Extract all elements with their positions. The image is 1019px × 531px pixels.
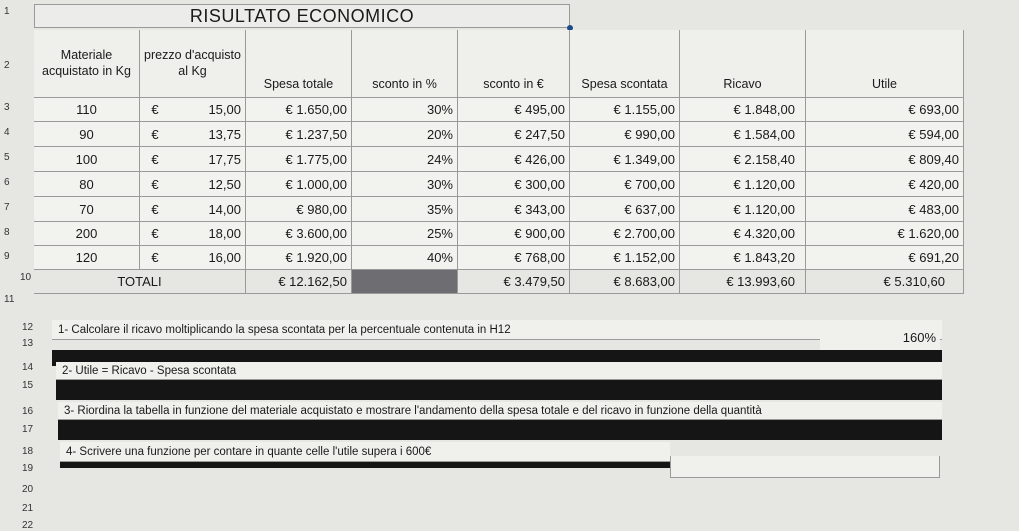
instruction-3[interactable]: 3- Riordina la tabella in funzione del materiale acquistato e mostrare l'andamento della spesa totale e del ricavo in funzione della quantità xyxy=(58,402,942,420)
header-sconto-pct[interactable]: sconto in % xyxy=(352,30,458,98)
cell-scontata[interactable]: € 1.152,00 xyxy=(570,246,680,270)
cell-prezzo[interactable]: 12,50 xyxy=(170,172,246,197)
answer-cell[interactable] xyxy=(670,456,940,478)
cell-sconto[interactable]: € 426,00 xyxy=(458,147,570,172)
cell-utile[interactable]: € 691,20 xyxy=(806,246,964,270)
cell-cur[interactable]: € xyxy=(140,172,170,197)
cell-pct[interactable]: 25% xyxy=(352,222,458,246)
cell-kg[interactable]: 90 xyxy=(34,122,140,147)
cell-sconto[interactable]: € 768,00 xyxy=(458,246,570,270)
header-materiale[interactable]: Materiale acquistato in Kg xyxy=(34,30,140,98)
cell-ricavo[interactable]: € 1.843,20 xyxy=(680,246,806,270)
cell-sconto[interactable]: € 343,00 xyxy=(458,197,570,222)
cell-pct[interactable]: 40% xyxy=(352,246,458,270)
cell-ricavo[interactable]: € 1.120,00 xyxy=(680,172,806,197)
cell-spesa[interactable]: € 980,00 xyxy=(246,197,352,222)
row-number[interactable]: 14 xyxy=(22,362,34,373)
cell-pct[interactable]: 30% xyxy=(352,172,458,197)
row-number[interactable]: 6 xyxy=(4,177,10,188)
totals-label[interactable]: TOTALI xyxy=(34,270,246,294)
row-number[interactable]: 18 xyxy=(22,446,34,457)
cell-scontata[interactable]: € 2.700,00 xyxy=(570,222,680,246)
cell-scontata[interactable]: € 637,00 xyxy=(570,197,680,222)
totals-ricavo[interactable]: € 13.993,60 xyxy=(680,270,806,294)
row-number[interactable]: 4 xyxy=(4,127,10,138)
black-band-2 xyxy=(56,380,942,400)
row-number[interactable]: 15 xyxy=(22,380,34,391)
cell-prezzo[interactable]: 15,00 xyxy=(170,98,246,122)
instruction-1[interactable]: 1- Calcolare il ricavo moltiplicando la spesa scontata per la percentuale contenuta in H12 xyxy=(52,320,942,340)
cell-kg[interactable]: 80 xyxy=(34,172,140,197)
row-number[interactable]: 21 xyxy=(22,503,34,514)
cell-utile[interactable]: € 420,00 xyxy=(806,172,964,197)
row-number[interactable]: 10 xyxy=(20,272,32,283)
row-number[interactable]: 12 xyxy=(22,322,34,333)
row-number[interactable]: 19 xyxy=(22,463,34,474)
cell-scontata[interactable]: € 1.155,00 xyxy=(570,98,680,122)
cell-cur[interactable]: € xyxy=(140,197,170,222)
totals-spesa[interactable]: € 12.162,50 xyxy=(246,270,352,294)
cell-spesa[interactable]: € 3.600,00 xyxy=(246,222,352,246)
cell-spesa[interactable]: € 1.650,00 xyxy=(246,98,352,122)
row-number[interactable]: 7 xyxy=(4,202,10,213)
row-number[interactable]: 16 xyxy=(22,406,34,417)
cell-utile[interactable]: € 483,00 xyxy=(806,197,964,222)
cell-cur[interactable]: € xyxy=(140,147,170,172)
cell-sconto[interactable]: € 300,00 xyxy=(458,172,570,197)
header-ricavo[interactable]: Ricavo xyxy=(680,30,806,98)
cell-prezzo[interactable]: 13,75 xyxy=(170,122,246,147)
cell-ricavo[interactable]: € 1.120,00 xyxy=(680,197,806,222)
cell-kg[interactable]: 70 xyxy=(34,197,140,222)
row-number[interactable]: 9 xyxy=(4,251,10,262)
h12-percentage[interactable]: 160% xyxy=(820,322,940,352)
cell-utile[interactable]: € 594,00 xyxy=(806,122,964,147)
totals-scontata[interactable]: € 8.683,00 xyxy=(570,270,680,294)
sheet-title[interactable]: RISULTATO ECONOMICO xyxy=(34,4,570,28)
cell-pct[interactable]: 20% xyxy=(352,122,458,147)
row-number[interactable]: 17 xyxy=(22,424,34,435)
cell-prezzo[interactable]: 17,75 xyxy=(170,147,246,172)
cell-cur[interactable]: € xyxy=(140,246,170,270)
row-number[interactable]: 3 xyxy=(4,102,10,113)
instruction-4[interactable]: 4- Scrivere una funzione per contare in quante celle l'utile supera i 600€ xyxy=(60,442,670,462)
cell-spesa[interactable]: € 1.000,00 xyxy=(246,172,352,197)
row-number[interactable]: 1 xyxy=(4,6,10,17)
cell-kg[interactable]: 120 xyxy=(34,246,140,270)
row-number[interactable]: 22 xyxy=(22,520,34,531)
cell-pct[interactable]: 30% xyxy=(352,98,458,122)
cell-utile[interactable]: € 809,40 xyxy=(806,147,964,172)
cell-pct[interactable]: 35% xyxy=(352,197,458,222)
cell-ricavo[interactable]: € 1.848,00 xyxy=(680,98,806,122)
totals-utile[interactable]: € 5.310,60 xyxy=(806,270,964,294)
row-number[interactable]: 20 xyxy=(22,484,34,495)
header-sconto-eur[interactable]: sconto in € xyxy=(458,30,570,98)
cell-sconto[interactable]: € 495,00 xyxy=(458,98,570,122)
cell-sconto[interactable]: € 247,50 xyxy=(458,122,570,147)
cell-cur[interactable]: € xyxy=(140,122,170,147)
cell-kg[interactable]: 100 xyxy=(34,147,140,172)
cell-scontata[interactable]: € 700,00 xyxy=(570,172,680,197)
cell-spesa[interactable]: € 1.237,50 xyxy=(246,122,352,147)
row-number[interactable]: 2 xyxy=(4,60,10,71)
cell-kg[interactable]: 200 xyxy=(34,222,140,246)
cell-ricavo[interactable]: € 2.158,40 xyxy=(680,147,806,172)
cell-spesa[interactable]: € 1.920,00 xyxy=(246,246,352,270)
cell-spesa[interactable]: € 1.775,00 xyxy=(246,147,352,172)
cell-scontata[interactable]: € 1.349,00 xyxy=(570,147,680,172)
cell-utile[interactable]: € 1.620,00 xyxy=(806,222,964,246)
cell-pct[interactable]: 24% xyxy=(352,147,458,172)
header-prezzo[interactable]: prezzo d'acquisto al Kg xyxy=(140,30,246,98)
header-utile[interactable]: Utile xyxy=(806,30,964,98)
totals-sconto[interactable]: € 3.479,50 xyxy=(458,270,570,294)
header-spesa-scontata[interactable]: Spesa scontata xyxy=(570,30,680,98)
black-band-3 xyxy=(58,420,942,440)
cell-cur[interactable]: € xyxy=(140,222,170,246)
cell-cur[interactable]: € xyxy=(140,98,170,122)
row-number[interactable]: 11 xyxy=(4,294,15,305)
row-number[interactable]: 5 xyxy=(4,152,10,163)
cell-ricavo[interactable]: € 4.320,00 xyxy=(680,222,806,246)
totals-pct-empty[interactable] xyxy=(352,270,458,294)
row-number[interactable]: 13 xyxy=(22,338,34,349)
row-number[interactable]: 8 xyxy=(4,227,10,238)
cell-scontata[interactable]: € 990,00 xyxy=(570,122,680,147)
cell-prezzo[interactable]: 14,00 xyxy=(170,197,246,222)
cell-ricavo[interactable]: € 1.584,00 xyxy=(680,122,806,147)
cell-prezzo[interactable]: 16,00 xyxy=(170,246,246,270)
cell-utile[interactable]: € 693,00 xyxy=(806,98,964,122)
instruction-2[interactable]: 2- Utile = Ricavo - Spesa scontata xyxy=(56,362,942,380)
cell-prezzo[interactable]: 18,00 xyxy=(170,222,246,246)
cell-sconto[interactable]: € 900,00 xyxy=(458,222,570,246)
header-spesa-totale[interactable]: Spesa totale xyxy=(246,30,352,98)
cell-kg[interactable]: 110 xyxy=(34,98,140,122)
